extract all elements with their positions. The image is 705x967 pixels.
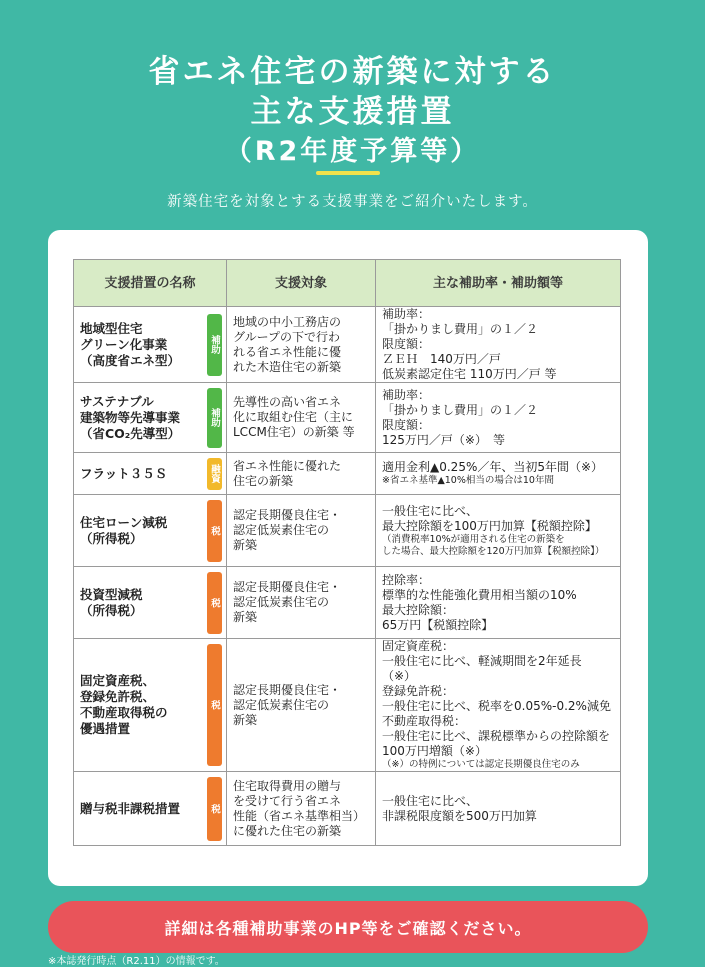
measure-type-badge: 税	[207, 777, 222, 841]
table-row	[74, 772, 621, 846]
table-row	[74, 639, 621, 772]
table-row	[74, 307, 621, 383]
subsidy-detail-cell	[376, 307, 621, 383]
measure-name: 固定資産税、 登録免許税、 不動産取得税の 優遇措置	[80, 673, 168, 736]
title-line-3: （R2年度予算等）	[224, 136, 481, 167]
table-row	[74, 383, 621, 453]
subsidy-detail-note: （※）の特例については認定長期優良住宅のみ	[382, 759, 580, 770]
subsidy-detail-text: 補助率： 「掛かりまし費用」の１／２ 限度額： ＺＥＨ 140万円／戸 低炭素認定住宅 110万円／戸 等	[382, 307, 557, 381]
table-row	[74, 495, 621, 567]
measure-type-badge: 補助	[207, 314, 222, 376]
subsidy-detail-text: 固定資産税： 一般住宅に比べ、軽減期間を2年延長（※） 登録免許税： 一般住宅に比べ、税率を0.05%-0.2%減免 不動産取得税： 一般住宅に比べ、課税標準からの控除額を 100万円増額（※）	[382, 639, 611, 758]
measure-name-cell	[74, 772, 227, 846]
support-target-cell: 省エネ性能に優れた 住宅の新築	[227, 453, 376, 495]
subsidy-detail-note: （消費税率10%が適用される住宅の新築を した場合、最大控除額を120万円加算【税額控除】）	[382, 533, 605, 557]
measure-type-badge: 補助	[207, 388, 222, 448]
support-target-cell: 地域の中小工務店の グループの下で行わ れる省エネ性能に優 れた木造住宅の新築	[227, 307, 376, 383]
measure-name: フラット３５Ｓ	[80, 465, 168, 481]
measure-name-cell	[74, 383, 227, 453]
subsidy-detail-note: ※省エネ基準▲10%相当の場合は10年間	[382, 475, 554, 486]
table-row	[74, 567, 621, 639]
title-line-1: 省エネ住宅の新築に対する	[148, 54, 557, 90]
measure-name: 地域型住宅 グリーン化事業 （高度省エネ型）	[80, 320, 181, 368]
measure-name-cell	[74, 495, 227, 567]
header-target: 支援対象	[227, 260, 376, 307]
measure-name: 投資型減税 （所得税）	[80, 586, 143, 618]
measure-name: サステナブル 建築物等先導事業 （省CO₂先導型）	[80, 393, 181, 441]
measure-type-badge: 税	[207, 572, 222, 634]
measure-name: 住宅ローン減税 （所得税）	[80, 514, 168, 546]
subsidy-detail-cell	[376, 639, 621, 772]
support-target-cell: 認定長期優良住宅・ 認定低炭素住宅の 新築	[227, 567, 376, 639]
subsidy-detail-text: 控除率： 標準的な性能強化費用相当額の10% 最大控除額： 65万円【税額控除】	[382, 572, 577, 632]
support-target-cell: 認定長期優良住宅・ 認定低炭素住宅の 新築	[227, 639, 376, 772]
footnote: ※本誌発行時点（R2.11）の情報です。	[48, 956, 225, 967]
header-name: 支援措置の名称	[74, 260, 227, 307]
measure-type-badge: 融資	[207, 458, 222, 490]
measure-name: 贈与税非課税措置	[80, 800, 181, 816]
subsidy-detail-text: 補助率： 「掛かりまし費用」の１／２ 限度額： 125万円／戸（※） 等	[382, 387, 539, 447]
subsidy-detail-cell	[376, 567, 621, 639]
support-target-cell: 先導性の高い省エネ 化に取組む住宅（主に LCCM住宅）の新築 等	[227, 383, 376, 453]
measure-name-cell	[74, 639, 227, 772]
support-target-cell: 認定長期優良住宅・ 認定低炭素住宅の 新築	[227, 495, 376, 567]
table-row	[74, 453, 621, 495]
support-measures-table	[73, 259, 621, 846]
measure-type-badge: 税	[207, 500, 222, 562]
subsidy-detail-text: 一般住宅に比べ、 非課税限度額を500万円加算	[382, 793, 537, 823]
lead-text: 新築住宅を対象とする支援事業をご紹介いたします。	[167, 194, 538, 210]
subsidy-detail-cell	[376, 453, 621, 495]
header-detail: 主な補助率・補助額等	[376, 260, 621, 307]
title-underline	[316, 171, 380, 175]
details-banner[interactable]: 詳細は各種補助事業のHP等をご確認ください。	[48, 901, 648, 953]
page-title	[0, 52, 705, 172]
subsidy-detail-cell	[376, 383, 621, 453]
measure-name-cell	[74, 307, 227, 383]
measure-name-cell	[74, 567, 227, 639]
measure-type-badge: 税	[207, 644, 222, 766]
measure-name-cell	[74, 453, 227, 495]
support-target-cell: 住宅取得費用の贈与 を受けて行う省エネ 性能（省エネ基準相当） に優れた住宅の新築	[227, 772, 376, 846]
subsidy-detail-cell	[376, 772, 621, 846]
title-line-2: 主な支援措置	[250, 94, 455, 130]
table-header-row	[74, 260, 621, 307]
subsidy-detail-text: 一般住宅に比べ、 最大控除額を100万円加算【税額控除】	[382, 503, 597, 533]
subsidy-detail-text: 適用金利▲0.25%／年、当初5年間（※）	[382, 460, 604, 474]
subsidy-detail-cell	[376, 495, 621, 567]
